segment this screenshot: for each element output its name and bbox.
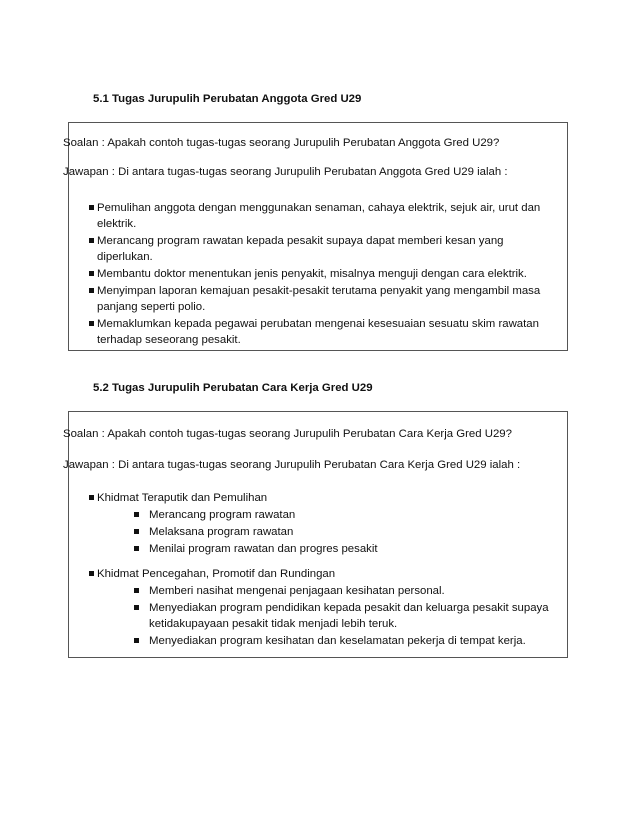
list-item-line: Memberi nasihat mengenai penjagaan kesihatan personal. [149,585,445,597]
section-heading-5-1: 5.1 Tugas Jurupulih Perubatan Anggota Gred U29 [93,93,362,105]
list-item-line: elektrik. [97,218,137,230]
list-item [69,266,569,282]
bullet-square-icon [134,588,139,593]
bullet-square-icon [134,638,139,643]
list-item-line: ketidakupayaan pesakit tidak menjadi lebih teruk. [149,618,398,630]
bullet-square-icon [89,205,94,210]
qa-box-5-2 [63,411,568,658]
list-item-line: Menyimpan laporan kemajuan pesakit-pesakit terutama penyakit yang mengambil masa [97,285,541,297]
bullet-square-icon [134,512,139,517]
bullet-square-icon [89,571,94,576]
duty-list [69,200,569,349]
list-item [69,600,569,632]
list-item [69,200,569,232]
service-group-2 [69,566,569,650]
list-item-line: Menilai program rawatan dan progres pesakit [149,543,378,555]
bullet-square-icon [89,288,94,293]
list-item-line: Pemulihan anggota dengan menggunakan senaman, cahaya elektrik, sejuk air, urut dan [97,202,541,214]
list-item-line: Menyediakan program kesihatan dan keselamatan pekerja di tempat kerja. [149,635,526,647]
question-text: Soalan : Apakah contoh tugas-tugas seorang Jurupulih Perubatan Cara Kerja Gred U29? [63,428,512,440]
list-item-line: terhadap seseorang pesakit. [97,334,241,346]
list-item [69,316,569,348]
list-item-line: Membantu doktor menentukan jenis penyakit, misalnya menguji dengan cara elektrik. [97,268,527,280]
bullet-square-icon [89,238,94,243]
list-item-line: Merancang program rawatan [149,509,296,521]
qa-box-5-1 [63,122,568,351]
list-item [69,633,569,649]
group-title-text: Khidmat Pencegahan, Promotif dan Rundingan [97,568,336,580]
list-item-line: diperlukan. [97,251,153,263]
list-item [69,524,569,540]
list-item-line: Memaklumkan kepada pegawai perubatan mengenai kesesuaian sesuatu skim rawatan [97,318,539,330]
section-heading-5-2: 5.2 Tugas Jurupulih Perubatan Cara Kerja Gred U29 [93,382,373,394]
group-title [69,566,569,582]
bullet-square-icon [89,495,94,500]
group-title [69,490,569,506]
list-item-line: Menyediakan program pendidikan kepada pesakit dan keluarga pesakit supaya [149,602,549,614]
group-title-text: Khidmat Teraputik dan Pemulihan [97,492,268,504]
bullet-square-icon [134,605,139,610]
bullet-square-icon [89,271,94,276]
list-item [69,583,569,599]
bullet-square-icon [89,321,94,326]
bullet-square-icon [134,529,139,534]
answer-intro-text: Jawapan : Di antara tugas-tugas seorang Jurupulih Perubatan Anggota Gred U29 ialah : [63,166,508,178]
list-item [69,541,569,557]
list-item [69,283,569,315]
bullet-square-icon [134,546,139,551]
service-group-1 [69,490,569,558]
list-item-line: Merancang program rawatan kepada pesakit supaya dapat memberi kesan yang [97,235,504,247]
answer-intro-text: Jawapan : Di antara tugas-tugas seorang Jurupulih Perubatan Cara Kerja Gred U29 ialah : [63,459,521,471]
list-item [69,507,569,523]
list-item-line: panjang seperti polio. [97,301,206,313]
list-item-line: Melaksana program rawatan [149,526,294,538]
list-item [69,233,569,265]
question-text: Soalan : Apakah contoh tugas-tugas seorang Jurupulih Perubatan Anggota Gred U29? [63,137,500,149]
